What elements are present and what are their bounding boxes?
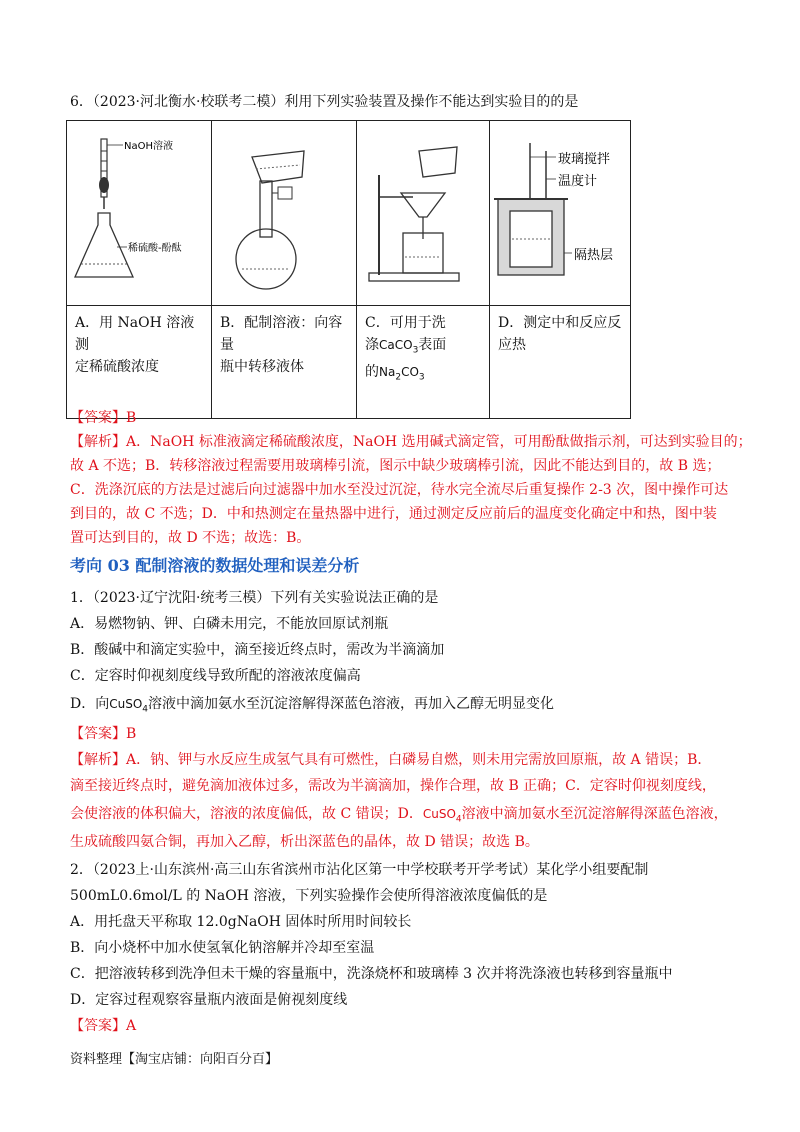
titration-apparatus-icon bbox=[67, 121, 211, 301]
section-heading: 考向 03 配制溶液的数据处理和误差分析 bbox=[70, 556, 360, 575]
formula-cuso4 bbox=[109, 697, 149, 715]
option-b-line2: 瓶中转移液体 bbox=[220, 359, 304, 375]
figure-filtration bbox=[357, 121, 490, 306]
formula-text: CuSO bbox=[109, 697, 143, 711]
q2-option-d: D．定容过程观察容量瓶内液面是俯视刻度线 bbox=[70, 992, 348, 1008]
option-d-line1: D．测定中和反应反 bbox=[498, 315, 622, 331]
q6-analysis-line4: 到目的，故 C 不选；D．中和热测定在量热器中进行，通过测定反应前后的温度变化确定中和热，图中装 bbox=[70, 506, 717, 522]
option-c-cell bbox=[357, 306, 490, 419]
label-thermometer: 温度计 bbox=[558, 174, 598, 189]
formula-sub: 2 bbox=[395, 372, 402, 383]
option-c-text: 表面 bbox=[418, 337, 447, 353]
q1-analysis-line4: 生成硫酸四氨合铜，再加入乙醇，析出深蓝色的晶体，故 D 错误；故选 B。 bbox=[70, 834, 539, 850]
formula-text: CO bbox=[401, 365, 419, 380]
formula-text: Na bbox=[379, 365, 396, 380]
formula-text: CuSO bbox=[422, 807, 456, 821]
q6-option-table bbox=[66, 120, 631, 419]
option-d-cell bbox=[490, 306, 631, 419]
option-c-line3 bbox=[365, 361, 481, 388]
figure-calorimeter bbox=[490, 121, 631, 306]
q6-answer: 【答案】B bbox=[70, 410, 137, 426]
formula-sub: 4 bbox=[455, 814, 462, 825]
q1-analysis-line1: 【解析】A．钠、钾与水反应生成氢气具有可燃性，白磷易自燃，则未用完需放回原瓶，故 A 错误；B． bbox=[70, 752, 712, 768]
q6-analysis-line2: 故 A 不选；B．转移溶液过程需要用玻璃棒引流，图示中缺少玻璃棒引流，因此不能达到目的，故 B 选； bbox=[70, 458, 721, 474]
formula-na2co3 bbox=[379, 365, 425, 383]
label-naoh-solution: NaOH溶液 bbox=[124, 141, 173, 152]
q1-answer: 【答案】B bbox=[70, 726, 137, 742]
q2-option-b: B．向小烧杯中加水使氢氧化钠溶解并冷却至室温 bbox=[70, 940, 375, 956]
figure-titration bbox=[67, 121, 212, 306]
analysis-text: 会使溶液的体积偏大，溶液的浓度偏低，故 C 错误；D． bbox=[70, 806, 423, 822]
q2-option-a: A．用托盘天平称取 12.0gNaOH 固体时所用时间较长 bbox=[70, 914, 412, 930]
formula-sub: 3 bbox=[418, 372, 425, 383]
option-c-line1: C．可用于洗 bbox=[365, 315, 446, 331]
formula-text: CaCO bbox=[379, 338, 413, 352]
label-dilute-acid: 稀硫酸-酚酞 bbox=[128, 243, 182, 254]
q1-stem: 1．（2023·辽宁沈阳·统考三模）下列有关实验说法正确的是 bbox=[70, 590, 439, 606]
q1-analysis-line3 bbox=[70, 804, 744, 829]
option-c-line2 bbox=[365, 334, 481, 361]
option-c-text: 的 bbox=[365, 364, 379, 381]
q6-stem: 6．（2023·河北衡水·校联考二模）利用下列实验装置及操作不能达到实验目的的是 bbox=[70, 94, 579, 110]
filtration-apparatus-icon bbox=[357, 121, 489, 301]
option-d-line2: 应热 bbox=[498, 337, 526, 353]
volumetric-flask-icon bbox=[212, 121, 356, 301]
formula-cuso4 bbox=[422, 807, 462, 825]
q6-analysis-line5: 置可达到目的，故 D 不选；故选：B。 bbox=[70, 530, 311, 546]
q6-analysis-line1: 【解析】A．NaOH 标准液滴定稀硫酸浓度，NaOH 选用碱式滴定管，可用酚酞做指示剂，可达到实验目的； bbox=[70, 434, 752, 450]
option-a-cell bbox=[67, 306, 212, 419]
label-stirrer: 玻璃搅拌 bbox=[558, 152, 611, 167]
calorimeter-icon bbox=[490, 121, 630, 301]
q2-option-c: C．把溶液转移到洗净但未干燥的容量瓶中，洗涤烧杯和玻璃棒 3 次并将洗涤液也转移到容量瓶中 bbox=[70, 966, 673, 982]
q1-option-b: B．酸碱中和滴定实验中，滴至接近终点时，需改为半滴滴加 bbox=[70, 642, 445, 658]
q1-option-a: A．易燃物钠、钾、白磷未用完，不能放回原试剂瓶 bbox=[70, 616, 389, 632]
q1-d-text: 溶液中滴加氨水至沉淀溶解得深蓝色溶液，再加入乙醇无明显变化 bbox=[148, 696, 555, 712]
page-footer: 资料整理【淘宝店铺：向阳百分百】 bbox=[70, 1052, 279, 1067]
q2-answer: 【答案】A bbox=[70, 1018, 137, 1034]
option-b-line1: B．配制溶液：向容量 bbox=[220, 315, 343, 353]
q2-stem-line1: 2．（2023上·山东滨州·高三山东省滨州市沾化区第一中学校联考开学考试）某化学小组要配制 bbox=[70, 862, 649, 878]
option-a-line2: 定稀硫酸浓度 bbox=[75, 359, 159, 375]
q2-stem-line2: 500mL0.6mol/L 的 NaOH 溶液，下列实验操作会使所得溶液浓度偏低的是 bbox=[70, 888, 548, 904]
analysis-text: 溶液中滴加氨水至沉淀溶解得深蓝色溶液， bbox=[461, 806, 728, 822]
label-insulation: 隔热层 bbox=[574, 248, 614, 263]
q1-analysis-line2: 滴至接近终点时，避免滴加液体过多，需改为半滴滴加，操作合理，故 B 正确；C．定容时仰视刻度线， bbox=[70, 778, 716, 794]
option-c-text: 涤 bbox=[365, 337, 379, 353]
option-a-line1: A．用 NaOH 溶液测 bbox=[75, 315, 195, 353]
q1-option-d bbox=[70, 694, 744, 719]
q1-d-text: D．向 bbox=[70, 696, 110, 712]
q6-analysis-line3: C．洗涤沉底的方法是过滤后向过滤器中加水至没过沉淀，待水完全流尽后重复操作 2-3 次，图中操作可达 bbox=[70, 482, 729, 498]
option-b-cell bbox=[212, 306, 357, 419]
formula-caco3 bbox=[379, 338, 419, 356]
formula-sub: 3 bbox=[412, 345, 419, 356]
figure-volumetric-flask bbox=[212, 121, 357, 306]
q1-option-c: C．定容时仰视刻度线导致所配的溶液浓度偏高 bbox=[70, 668, 361, 684]
formula-sub: 4 bbox=[142, 704, 149, 715]
